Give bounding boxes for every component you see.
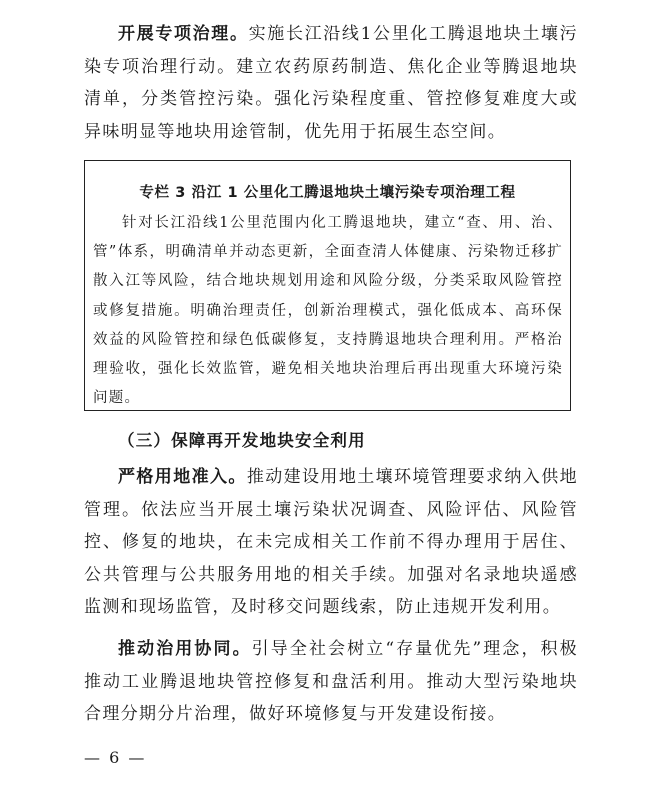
paragraph-text: 引导全社会树立“存量优先”理念，积极推动工业腾退地块管控修复和盘活利用。推动大型污染地块合理分期分片治理，做好环境修复与开发建设衔接。 [84,639,579,724]
paragraph-governance-use [84,633,578,731]
paragraph-special-governance [84,18,578,148]
paragraph-text: 推动建设用地土壤环境管理要求纳入供地管理。依法应当开展土壤污染状况调查、风险评估、风险管控、修复的地块，在未完成相关工作前不得办理用于居住、公共管理与公共服务用地的相关手续。加强对名录地块遥感监测和现场监管，及时移交问题线索，防止违规开发利用。 [84,467,578,617]
paragraph-lead: 推动治用协同。 [118,639,252,659]
sidebar-box-column3 [84,160,571,411]
section-heading: （三）保障再开发地块安全利用 [118,431,366,450]
paragraph-land-access [84,461,578,624]
box-body: 针对长江沿线1公里范围内化工腾退地块，建立“查、用、治、管”体系，明确清单并动态更新，全面查清人体健康、污染物迁移扩散入江等风险，结合地块规划用途和风险分级，分类采取风险管控或修复措施。明确治理责任，创新治理模式，强化低成本、高环保效益的风险管控和绿色低碳修复，支持腾退地块合理利用。严格治理验收，强化长效监管，避免相关地块治理后再出现重大环境污染问题。 [93,215,563,407]
paragraph-lead: 开展专项治理。 [118,24,249,44]
page-number: — 6 — [84,748,147,767]
box-title: 专栏 3 沿江 1 公里化工腾退地块土壤污染专项治理工程 [139,185,516,201]
paragraph-lead: 严格用地准入。 [118,467,247,487]
paragraph-text: 实施长江沿线1公里化工腾退地块土壤污染专项治理行动。建立农药原药制造、焦化企业等腾退地块清单，分类管控污染。强化污染程度重、管控修复难度大或异味明显等地块用途管制，优先用于拓展生态空间。 [84,24,578,142]
